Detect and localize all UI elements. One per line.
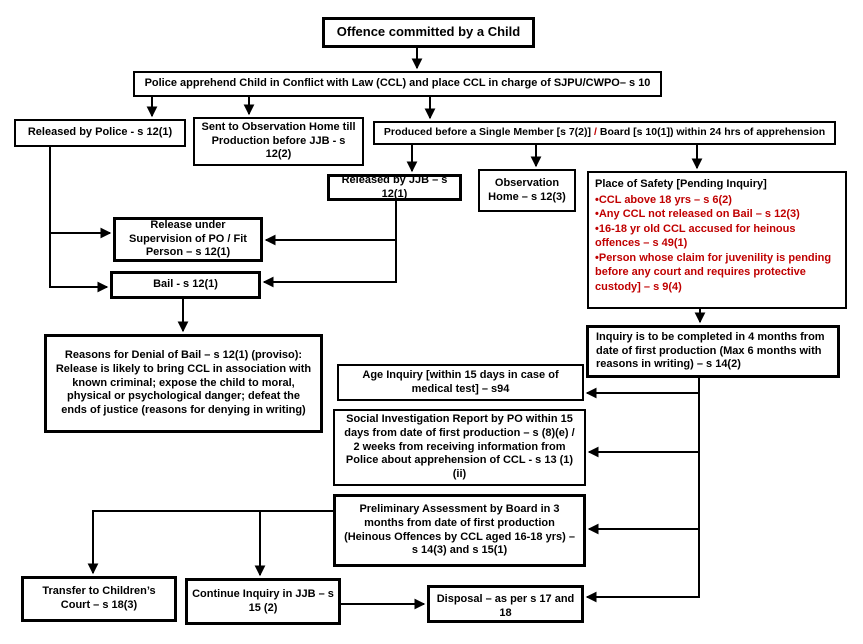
connector-inquiry-to-disposal (587, 529, 699, 597)
connector-released-police-to-bail (50, 233, 107, 287)
node-offence-title: Offence committed by a Child (322, 17, 535, 48)
place-of-safety-bullet-1: •CCL above 18 yrs – s 6(2) (595, 193, 732, 206)
connector-released-jjb-to-supervision (266, 201, 396, 240)
place-of-safety-bullet-3: •16-18 yr old CCL accused for heinous offences – s 49(1) (595, 222, 796, 250)
place-of-safety-title: Place of Safety [Pending Inquiry] (595, 178, 767, 190)
node-release-under-supervision: Release under Supervision of PO / Fit Person – s 12(1) (113, 217, 263, 262)
node-reasons-denial-of-bail: Reasons for Denial of Bail – s 12(1) (proviso): Release is likely to bring CCL in association with known criminal; expose the child to moral, physical or psychological danger; defeat the ends of justice (reasons for denying in writing) (44, 334, 323, 433)
node-transfer-childrens-court: Transfer to Children’s Court – s 18(3) (21, 576, 177, 622)
node-continue-inquiry-jjb: Continue Inquiry in JJB – s 15 (2) (185, 578, 341, 625)
produced-text-part2: Board [s 10(1]) within 24 hrs of apprehension (599, 126, 826, 139)
node-sent-observation-home: Sent to Observation Home till Production before JJB - s 12(2) (193, 117, 364, 166)
connector-preliminary-to-transfer (93, 511, 333, 573)
produced-text-part1: Produced before a Single Member [s 7(2)] (383, 126, 591, 139)
node-social-investigation-report: Social Investigation Report by PO within 15 days from date of first production – s (8)(e) / 2 weeks from receiving information from Police about apprehension of CCL - s 13 (1)(ii) (333, 409, 586, 486)
node-produced-before-board (373, 121, 836, 145)
node-bail: Bail - s 12(1) (110, 271, 261, 299)
connector-inquiry-to-preliminary (589, 452, 699, 529)
connector-inquiry-to-age-inquiry (587, 378, 699, 393)
produced-red-slash: / (594, 126, 597, 139)
connector-released-jjb-to-bail (264, 240, 396, 282)
node-place-of-safety (587, 171, 847, 309)
node-released-by-jjb: Released by JJB – s 12(1) (327, 174, 462, 201)
node-preliminary-assessment: Preliminary Assessment by Board in 3 months from date of first production (Heinous Offences by CCL aged 16-18 yrs) – s 14(3) and s 15(1) (333, 494, 586, 567)
node-observation-home: Observation Home – s 12(3) (478, 169, 576, 212)
connector-inquiry-to-social-investigation (589, 393, 699, 452)
place-of-safety-bullet-4: •Person whose claim for juvenility is pending before any court and requires protective custody] – s 9(4) (595, 251, 832, 293)
node-inquiry-completion: Inquiry is to be completed in 4 months from date of first production (Max 6 months with reasons in writing) – s 14(2) (586, 325, 840, 378)
place-of-safety-bullet-2: •Any CCL not released on Bail – s 12(3) (595, 208, 800, 221)
connector-released-police-to-supervision (50, 147, 110, 233)
node-disposal: Disposal – as per s 17 and 18 (427, 585, 584, 623)
node-released-by-police: Released by Police - s 12(1) (14, 119, 186, 147)
node-police-apprehend: Police apprehend Child in Conflict with Law (CCL) and place CCL in charge of SJPU/CWPO– s 10 (133, 71, 662, 97)
node-age-inquiry: Age Inquiry [within 15 days in case of medical test] – s94 (337, 364, 584, 401)
